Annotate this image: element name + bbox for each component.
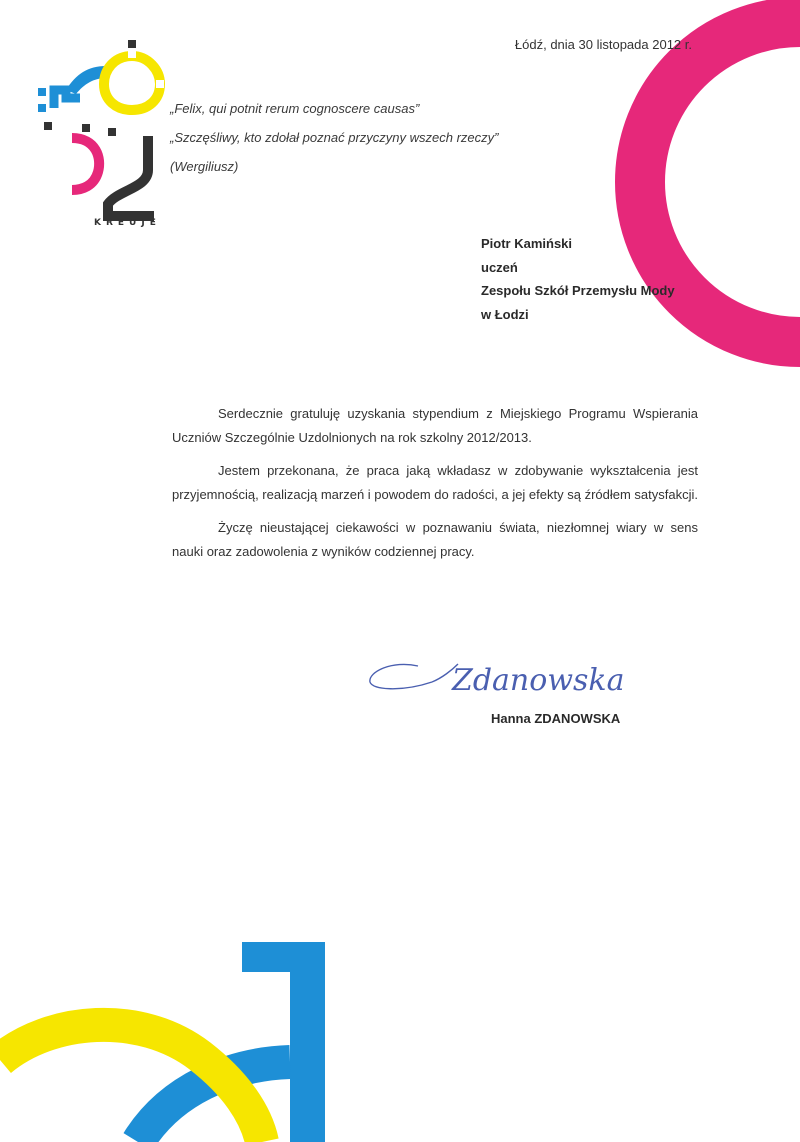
recipient-role: uczeń: [481, 259, 518, 275]
quote-block: [170, 94, 498, 181]
body-paragraph: Serdecznie gratuluję uzyskania stypendium z Miejskiego Programu Wspierania Uczniów Szczególnie Uzdolnionych na rok szkolny 2012/2013.: [172, 406, 698, 445]
handwritten-signature: [362, 650, 692, 702]
lodz-logo: [36, 38, 176, 238]
latin-quote: „Felix, qui potnit rerum cognoscere causas”: [170, 101, 420, 116]
body-paragraph: Jestem przekonana, że praca jaką wkładasz w zdobywanie wykształcenia jest przyjemnością, realizacją marzeń i powodem do radości, a jej efekty są źródłem satysfakcji.: [172, 463, 698, 502]
recipient-school: Zespołu Szkół Przemysłu Mody: [481, 283, 675, 298]
logo-yellow-letter: [104, 40, 164, 110]
quote-author: (Wergiliusz): [170, 159, 239, 174]
polish-quote: „Szczęśliwy, kto zdołał poznać przyczyny wszech rzeczy”: [170, 130, 499, 145]
logo-dark-letter: [108, 128, 154, 216]
letter-date: Łódź, dnia 30 listopada 2012 r.: [514, 37, 692, 52]
recipient-name: Piotr Kamiński: [481, 236, 573, 251]
signature-text: Zdanowska: [452, 663, 625, 698]
signer-name: Hanna ZDANOWSKA: [491, 711, 621, 726]
body-paragraph: Życzę nieustającej ciekawości w poznawaniu świata, niezłomnej wiary w sens nauki oraz zadowolenia z wyników codziennej pracy.: [172, 520, 698, 559]
logo-blue-letter: [38, 66, 106, 112]
recipient-block: [481, 232, 675, 326]
logo-magenta-letter: [44, 122, 99, 190]
logo-wordmark: KREUJE: [94, 218, 161, 228]
recipient-city: w Łodzi: [481, 306, 529, 322]
letter-body: [172, 402, 698, 573]
